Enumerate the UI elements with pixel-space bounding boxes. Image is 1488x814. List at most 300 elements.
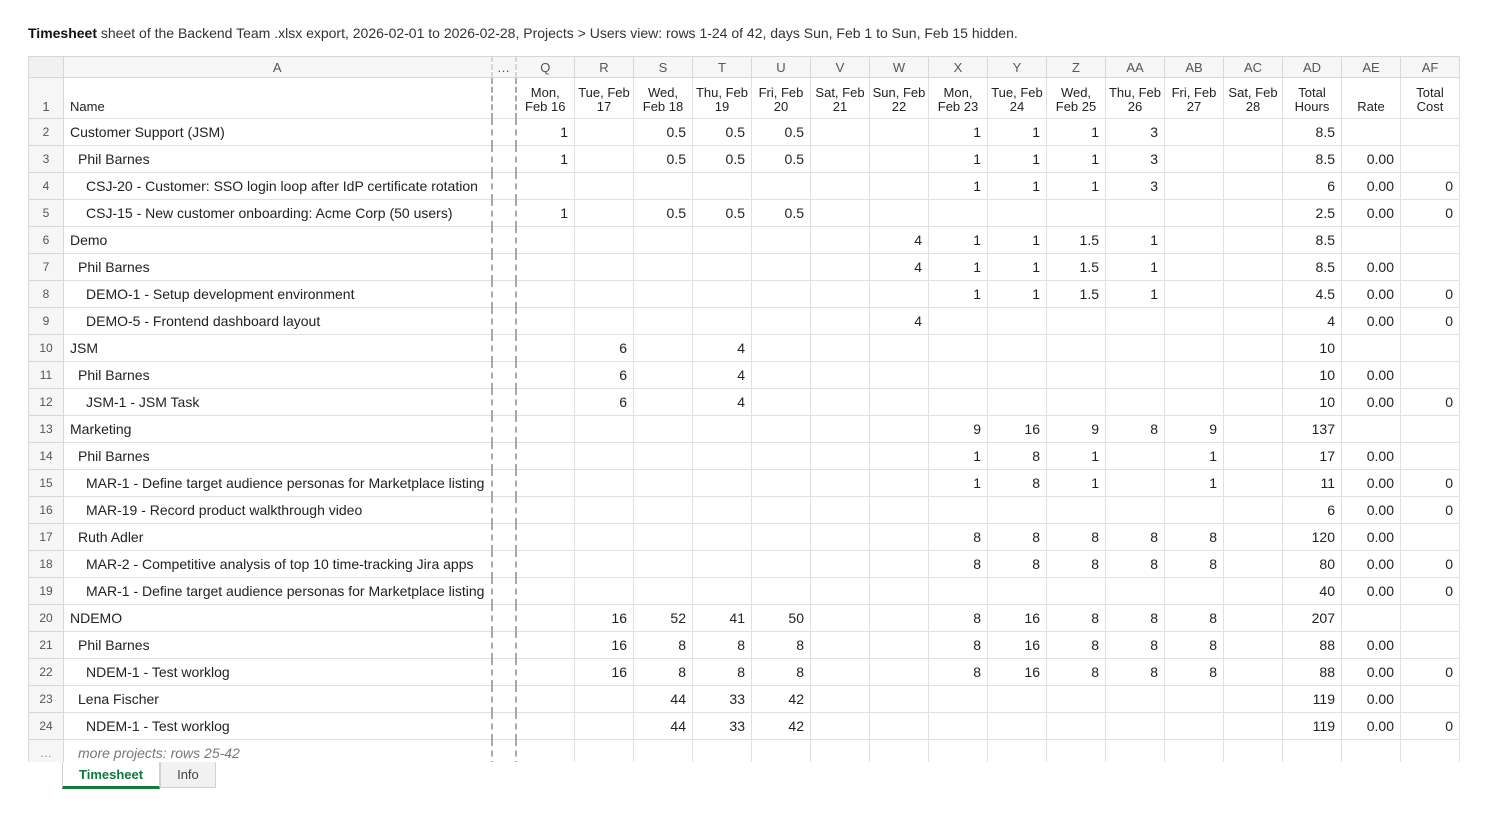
name-cell[interactable]: JSM xyxy=(64,335,492,362)
value-cell[interactable] xyxy=(634,578,693,605)
row-number[interactable]: 10 xyxy=(29,335,64,362)
value-cell[interactable] xyxy=(693,497,752,524)
value-cell[interactable] xyxy=(516,659,575,686)
value-cell[interactable] xyxy=(988,389,1047,416)
value-cell[interactable] xyxy=(929,308,988,335)
value-cell[interactable] xyxy=(693,227,752,254)
value-cell[interactable]: 8 xyxy=(1047,605,1106,632)
value-cell[interactable] xyxy=(693,470,752,497)
value-cell[interactable] xyxy=(1165,281,1224,308)
column-header-s[interactable]: S xyxy=(634,57,693,78)
value-cell[interactable] xyxy=(634,335,693,362)
value-cell[interactable] xyxy=(1342,335,1401,362)
value-cell[interactable] xyxy=(1047,389,1106,416)
value-cell[interactable] xyxy=(1401,524,1460,551)
value-cell[interactable] xyxy=(811,686,870,713)
value-cell[interactable] xyxy=(811,416,870,443)
value-cell[interactable] xyxy=(1047,713,1106,740)
value-cell[interactable]: 8 xyxy=(1106,551,1165,578)
row-number[interactable]: 13 xyxy=(29,416,64,443)
column-header-ad[interactable]: AD xyxy=(1283,57,1342,78)
value-cell[interactable] xyxy=(811,146,870,173)
value-cell[interactable] xyxy=(811,470,870,497)
value-cell[interactable] xyxy=(634,362,693,389)
value-cell[interactable]: 8 xyxy=(1047,524,1106,551)
row-number[interactable]: 4 xyxy=(29,173,64,200)
value-cell[interactable]: 6 xyxy=(575,362,634,389)
value-cell[interactable] xyxy=(575,227,634,254)
value-cell[interactable] xyxy=(752,443,811,470)
column-header-ac[interactable]: AC xyxy=(1224,57,1283,78)
value-cell[interactable] xyxy=(1106,497,1165,524)
value-cell[interactable]: 16 xyxy=(988,632,1047,659)
value-cell[interactable]: 1 xyxy=(988,173,1047,200)
row-number[interactable]: 12 xyxy=(29,389,64,416)
value-cell[interactable] xyxy=(870,470,929,497)
name-cell[interactable]: Lena Fischer xyxy=(64,686,492,713)
value-cell[interactable] xyxy=(811,524,870,551)
row-number[interactable]: 3 xyxy=(29,146,64,173)
value-cell[interactable] xyxy=(752,281,811,308)
value-cell[interactable] xyxy=(1165,389,1224,416)
value-cell[interactable] xyxy=(1401,632,1460,659)
value-cell[interactable]: 8 xyxy=(634,659,693,686)
value-cell[interactable]: 17 xyxy=(1283,443,1342,470)
value-cell[interactable]: 88 xyxy=(1283,659,1342,686)
column-header-x[interactable]: X xyxy=(929,57,988,78)
value-cell[interactable]: 1 xyxy=(929,281,988,308)
value-cell[interactable] xyxy=(1165,173,1224,200)
value-cell[interactable] xyxy=(1224,443,1283,470)
value-cell[interactable]: 8 xyxy=(752,632,811,659)
value-cell[interactable]: 0.00 xyxy=(1342,308,1401,335)
value-cell[interactable]: 3 xyxy=(1106,146,1165,173)
value-cell[interactable]: 8.5 xyxy=(1283,119,1342,146)
value-cell[interactable] xyxy=(1224,362,1283,389)
value-cell[interactable] xyxy=(575,524,634,551)
value-cell[interactable]: 1 xyxy=(1106,254,1165,281)
row-number[interactable]: 6 xyxy=(29,227,64,254)
name-cell[interactable]: CSJ-20 - Customer: SSO login loop after IdP certificate rotation xyxy=(64,173,492,200)
value-cell[interactable] xyxy=(1106,470,1165,497)
value-cell[interactable] xyxy=(634,497,693,524)
value-cell[interactable] xyxy=(1106,362,1165,389)
value-cell[interactable] xyxy=(752,389,811,416)
value-cell[interactable]: 8.5 xyxy=(1283,227,1342,254)
value-cell[interactable] xyxy=(811,632,870,659)
name-cell[interactable]: Phil Barnes xyxy=(64,443,492,470)
value-cell[interactable]: 4 xyxy=(870,227,929,254)
value-cell[interactable]: 4.5 xyxy=(1283,281,1342,308)
value-cell[interactable] xyxy=(870,497,929,524)
value-cell[interactable] xyxy=(988,578,1047,605)
name-cell[interactable]: Demo xyxy=(64,227,492,254)
value-cell[interactable] xyxy=(1106,335,1165,362)
value-cell[interactable] xyxy=(811,119,870,146)
row-number[interactable]: 16 xyxy=(29,497,64,524)
value-cell[interactable]: 120 xyxy=(1283,524,1342,551)
row-number[interactable]: 9 xyxy=(29,308,64,335)
value-cell[interactable] xyxy=(1165,578,1224,605)
value-cell[interactable]: 0 xyxy=(1401,308,1460,335)
value-cell[interactable] xyxy=(575,686,634,713)
value-cell[interactable] xyxy=(516,632,575,659)
row-number[interactable]: 17 xyxy=(29,524,64,551)
value-cell[interactable] xyxy=(516,470,575,497)
value-cell[interactable] xyxy=(752,335,811,362)
value-cell[interactable] xyxy=(1224,335,1283,362)
value-cell[interactable]: 119 xyxy=(1283,686,1342,713)
value-cell[interactable] xyxy=(516,605,575,632)
value-cell[interactable]: 8 xyxy=(929,551,988,578)
row-number[interactable]: 1 xyxy=(29,78,64,119)
value-cell[interactable]: 8 xyxy=(988,524,1047,551)
value-cell[interactable]: 8 xyxy=(1047,632,1106,659)
value-cell[interactable] xyxy=(634,443,693,470)
value-cell[interactable] xyxy=(1224,227,1283,254)
value-cell[interactable] xyxy=(634,173,693,200)
value-cell[interactable] xyxy=(1047,578,1106,605)
value-cell[interactable]: 8 xyxy=(752,659,811,686)
value-cell[interactable] xyxy=(516,281,575,308)
value-cell[interactable] xyxy=(516,524,575,551)
value-cell[interactable] xyxy=(516,443,575,470)
value-cell[interactable]: 0.00 xyxy=(1342,362,1401,389)
value-cell[interactable] xyxy=(1401,227,1460,254)
name-cell[interactable]: Phil Barnes xyxy=(64,362,492,389)
value-cell[interactable] xyxy=(1342,119,1401,146)
value-cell[interactable]: 8 xyxy=(1165,659,1224,686)
value-cell[interactable]: 0.5 xyxy=(634,146,693,173)
value-cell[interactable] xyxy=(1342,605,1401,632)
value-cell[interactable] xyxy=(1047,335,1106,362)
value-cell[interactable]: 33 xyxy=(693,686,752,713)
value-cell[interactable] xyxy=(693,281,752,308)
value-cell[interactable]: 0.5 xyxy=(752,146,811,173)
value-cell[interactable]: 80 xyxy=(1283,551,1342,578)
value-cell[interactable]: 1 xyxy=(988,146,1047,173)
value-cell[interactable] xyxy=(870,200,929,227)
row-number[interactable]: 5 xyxy=(29,200,64,227)
value-cell[interactable]: 0.5 xyxy=(693,146,752,173)
value-cell[interactable]: 0.00 xyxy=(1342,173,1401,200)
value-cell[interactable] xyxy=(575,173,634,200)
value-cell[interactable] xyxy=(1165,254,1224,281)
value-cell[interactable] xyxy=(870,443,929,470)
value-cell[interactable] xyxy=(1106,686,1165,713)
value-cell[interactable] xyxy=(516,713,575,740)
value-cell[interactable]: 0.00 xyxy=(1342,632,1401,659)
column-header-u[interactable]: U xyxy=(752,57,811,78)
value-cell[interactable] xyxy=(516,227,575,254)
value-cell[interactable] xyxy=(1224,605,1283,632)
select-all-corner[interactable] xyxy=(29,57,64,78)
name-cell[interactable]: Phil Barnes xyxy=(64,146,492,173)
value-cell[interactable] xyxy=(811,443,870,470)
value-cell[interactable]: 1 xyxy=(1047,146,1106,173)
value-cell[interactable]: 0.00 xyxy=(1342,659,1401,686)
value-cell[interactable]: 1.5 xyxy=(1047,227,1106,254)
value-cell[interactable] xyxy=(1224,551,1283,578)
value-cell[interactable] xyxy=(1342,227,1401,254)
row-number[interactable]: 14 xyxy=(29,443,64,470)
value-cell[interactable] xyxy=(752,551,811,578)
value-cell[interactable]: 0.5 xyxy=(752,200,811,227)
value-cell[interactable]: 0 xyxy=(1401,173,1460,200)
value-cell[interactable]: 4 xyxy=(693,362,752,389)
column-header-t[interactable]: T xyxy=(693,57,752,78)
name-cell[interactable]: MAR-19 - Record product walkthrough video xyxy=(64,497,492,524)
value-cell[interactable] xyxy=(1165,362,1224,389)
value-cell[interactable]: 0 xyxy=(1401,281,1460,308)
value-cell[interactable]: 0 xyxy=(1401,551,1460,578)
column-header-v[interactable]: V xyxy=(811,57,870,78)
value-cell[interactable]: 8 xyxy=(988,443,1047,470)
value-cell[interactable] xyxy=(693,416,752,443)
value-cell[interactable] xyxy=(575,416,634,443)
row-number[interactable]: 2 xyxy=(29,119,64,146)
value-cell[interactable]: 16 xyxy=(575,632,634,659)
value-cell[interactable] xyxy=(1401,254,1460,281)
value-cell[interactable] xyxy=(752,254,811,281)
value-cell[interactable] xyxy=(1106,200,1165,227)
value-cell[interactable]: 42 xyxy=(752,686,811,713)
row-number[interactable]: 24 xyxy=(29,713,64,740)
value-cell[interactable] xyxy=(752,362,811,389)
column-header-q[interactable]: Q xyxy=(516,57,575,78)
value-cell[interactable] xyxy=(811,659,870,686)
value-cell[interactable] xyxy=(516,551,575,578)
name-cell[interactable]: MAR-1 - Define target audience personas for Marketplace listing xyxy=(64,470,492,497)
value-cell[interactable]: 1 xyxy=(988,281,1047,308)
value-cell[interactable]: 137 xyxy=(1283,416,1342,443)
value-cell[interactable] xyxy=(1224,254,1283,281)
value-cell[interactable] xyxy=(575,308,634,335)
column-header-aa[interactable]: AA xyxy=(1106,57,1165,78)
value-cell[interactable]: 0.5 xyxy=(693,119,752,146)
value-cell[interactable]: 52 xyxy=(634,605,693,632)
value-cell[interactable] xyxy=(811,335,870,362)
value-cell[interactable] xyxy=(752,578,811,605)
value-cell[interactable]: 11 xyxy=(1283,470,1342,497)
value-cell[interactable]: 1 xyxy=(1165,443,1224,470)
value-cell[interactable] xyxy=(1165,308,1224,335)
value-cell[interactable] xyxy=(516,389,575,416)
value-cell[interactable]: 16 xyxy=(988,659,1047,686)
value-cell[interactable]: 1 xyxy=(516,146,575,173)
name-cell[interactable]: DEMO-1 - Setup development environment xyxy=(64,281,492,308)
value-cell[interactable] xyxy=(870,686,929,713)
column-header-z[interactable]: Z xyxy=(1047,57,1106,78)
value-cell[interactable]: 1 xyxy=(988,227,1047,254)
value-cell[interactable] xyxy=(634,227,693,254)
value-cell[interactable]: 0 xyxy=(1401,470,1460,497)
value-cell[interactable]: 10 xyxy=(1283,362,1342,389)
row-number[interactable]: 19 xyxy=(29,578,64,605)
value-cell[interactable]: 0.5 xyxy=(693,200,752,227)
value-cell[interactable]: 4 xyxy=(693,389,752,416)
column-header-a[interactable]: A xyxy=(64,57,492,78)
value-cell[interactable]: 1 xyxy=(1047,443,1106,470)
value-cell[interactable] xyxy=(811,227,870,254)
value-cell[interactable] xyxy=(870,173,929,200)
value-cell[interactable]: 0.00 xyxy=(1342,497,1401,524)
value-cell[interactable] xyxy=(1401,119,1460,146)
value-cell[interactable] xyxy=(1165,335,1224,362)
value-cell[interactable] xyxy=(1224,119,1283,146)
value-cell[interactable]: 8 xyxy=(1106,605,1165,632)
value-cell[interactable] xyxy=(1224,389,1283,416)
value-cell[interactable]: 0 xyxy=(1401,497,1460,524)
name-cell[interactable]: JSM-1 - JSM Task xyxy=(64,389,492,416)
value-cell[interactable]: 1 xyxy=(929,119,988,146)
value-cell[interactable] xyxy=(1165,146,1224,173)
value-cell[interactable] xyxy=(693,551,752,578)
value-cell[interactable]: 1 xyxy=(929,443,988,470)
value-cell[interactable] xyxy=(1224,146,1283,173)
row-number[interactable]: 11 xyxy=(29,362,64,389)
value-cell[interactable] xyxy=(1106,713,1165,740)
value-cell[interactable] xyxy=(1224,200,1283,227)
value-cell[interactable] xyxy=(752,470,811,497)
value-cell[interactable] xyxy=(1165,713,1224,740)
value-cell[interactable]: 8 xyxy=(1106,524,1165,551)
value-cell[interactable]: 33 xyxy=(693,713,752,740)
value-cell[interactable] xyxy=(811,308,870,335)
value-cell[interactable]: 8 xyxy=(1106,416,1165,443)
value-cell[interactable] xyxy=(575,443,634,470)
value-cell[interactable]: 8.5 xyxy=(1283,254,1342,281)
value-cell[interactable]: 8 xyxy=(1165,632,1224,659)
value-cell[interactable] xyxy=(1165,497,1224,524)
value-cell[interactable] xyxy=(811,713,870,740)
value-cell[interactable] xyxy=(811,173,870,200)
name-cell[interactable]: Customer Support (JSM) xyxy=(64,119,492,146)
value-cell[interactable]: 8 xyxy=(1165,551,1224,578)
value-cell[interactable]: 1.5 xyxy=(1047,254,1106,281)
value-cell[interactable] xyxy=(1165,686,1224,713)
value-cell[interactable] xyxy=(811,254,870,281)
value-cell[interactable] xyxy=(811,551,870,578)
row-number[interactable]: 7 xyxy=(29,254,64,281)
value-cell[interactable] xyxy=(811,200,870,227)
value-cell[interactable]: 207 xyxy=(1283,605,1342,632)
value-cell[interactable] xyxy=(516,362,575,389)
value-cell[interactable]: 0.00 xyxy=(1342,443,1401,470)
value-cell[interactable] xyxy=(575,578,634,605)
value-cell[interactable] xyxy=(1106,308,1165,335)
value-cell[interactable]: 1 xyxy=(929,173,988,200)
value-cell[interactable]: 8.5 xyxy=(1283,146,1342,173)
value-cell[interactable] xyxy=(870,389,929,416)
value-cell[interactable]: 8 xyxy=(1165,605,1224,632)
value-cell[interactable]: 88 xyxy=(1283,632,1342,659)
name-cell[interactable]: Marketing xyxy=(64,416,492,443)
value-cell[interactable] xyxy=(929,389,988,416)
value-cell[interactable] xyxy=(1047,686,1106,713)
value-cell[interactable]: 8 xyxy=(1165,524,1224,551)
value-cell[interactable] xyxy=(1224,713,1283,740)
value-cell[interactable] xyxy=(634,524,693,551)
value-cell[interactable]: 16 xyxy=(988,416,1047,443)
row-number[interactable]: 23 xyxy=(29,686,64,713)
row-number[interactable]: 22 xyxy=(29,659,64,686)
value-cell[interactable] xyxy=(1401,146,1460,173)
value-cell[interactable]: 50 xyxy=(752,605,811,632)
value-cell[interactable] xyxy=(693,254,752,281)
value-cell[interactable] xyxy=(1165,119,1224,146)
value-cell[interactable]: 0.00 xyxy=(1342,281,1401,308)
value-cell[interactable]: 0.00 xyxy=(1342,578,1401,605)
value-cell[interactable]: 0 xyxy=(1401,659,1460,686)
value-cell[interactable] xyxy=(929,578,988,605)
value-cell[interactable] xyxy=(693,524,752,551)
value-cell[interactable]: 2.5 xyxy=(1283,200,1342,227)
value-cell[interactable]: 8 xyxy=(693,659,752,686)
value-cell[interactable] xyxy=(752,227,811,254)
value-cell[interactable] xyxy=(693,173,752,200)
value-cell[interactable]: 42 xyxy=(752,713,811,740)
name-cell[interactable]: NDEM-1 - Test worklog xyxy=(64,659,492,686)
value-cell[interactable] xyxy=(752,497,811,524)
value-cell[interactable]: 8 xyxy=(988,470,1047,497)
value-cell[interactable]: 8 xyxy=(929,659,988,686)
value-cell[interactable]: 3 xyxy=(1106,173,1165,200)
row-number[interactable]: 15 xyxy=(29,470,64,497)
value-cell[interactable] xyxy=(1047,497,1106,524)
value-cell[interactable]: 40 xyxy=(1283,578,1342,605)
value-cell[interactable]: 1 xyxy=(1047,470,1106,497)
value-cell[interactable]: 16 xyxy=(575,605,634,632)
value-cell[interactable]: 0.5 xyxy=(634,200,693,227)
value-cell[interactable] xyxy=(1106,443,1165,470)
value-cell[interactable]: 8 xyxy=(693,632,752,659)
row-number[interactable]: 8 xyxy=(29,281,64,308)
value-cell[interactable]: 8 xyxy=(929,524,988,551)
value-cell[interactable]: 119 xyxy=(1283,713,1342,740)
value-cell[interactable]: 0.5 xyxy=(634,119,693,146)
value-cell[interactable] xyxy=(693,443,752,470)
value-cell[interactable]: 1.5 xyxy=(1047,281,1106,308)
value-cell[interactable] xyxy=(1047,308,1106,335)
value-cell[interactable] xyxy=(634,389,693,416)
value-cell[interactable]: 1 xyxy=(1106,227,1165,254)
value-cell[interactable] xyxy=(1401,605,1460,632)
value-cell[interactable]: 0.00 xyxy=(1342,686,1401,713)
value-cell[interactable] xyxy=(870,524,929,551)
value-cell[interactable] xyxy=(811,389,870,416)
value-cell[interactable]: 9 xyxy=(929,416,988,443)
value-cell[interactable] xyxy=(634,470,693,497)
value-cell[interactable]: 0 xyxy=(1401,578,1460,605)
value-cell[interactable]: 1 xyxy=(1106,281,1165,308)
value-cell[interactable]: 8 xyxy=(929,605,988,632)
value-cell[interactable] xyxy=(811,578,870,605)
value-cell[interactable] xyxy=(988,713,1047,740)
value-cell[interactable]: 1 xyxy=(929,470,988,497)
value-cell[interactable] xyxy=(1047,200,1106,227)
value-cell[interactable] xyxy=(1224,416,1283,443)
value-cell[interactable]: 1 xyxy=(516,119,575,146)
value-cell[interactable] xyxy=(1224,659,1283,686)
value-cell[interactable]: 0.00 xyxy=(1342,713,1401,740)
value-cell[interactable] xyxy=(1224,497,1283,524)
value-cell[interactable] xyxy=(575,497,634,524)
value-cell[interactable] xyxy=(870,362,929,389)
value-cell[interactable] xyxy=(870,146,929,173)
value-cell[interactable] xyxy=(811,362,870,389)
value-cell[interactable] xyxy=(988,497,1047,524)
